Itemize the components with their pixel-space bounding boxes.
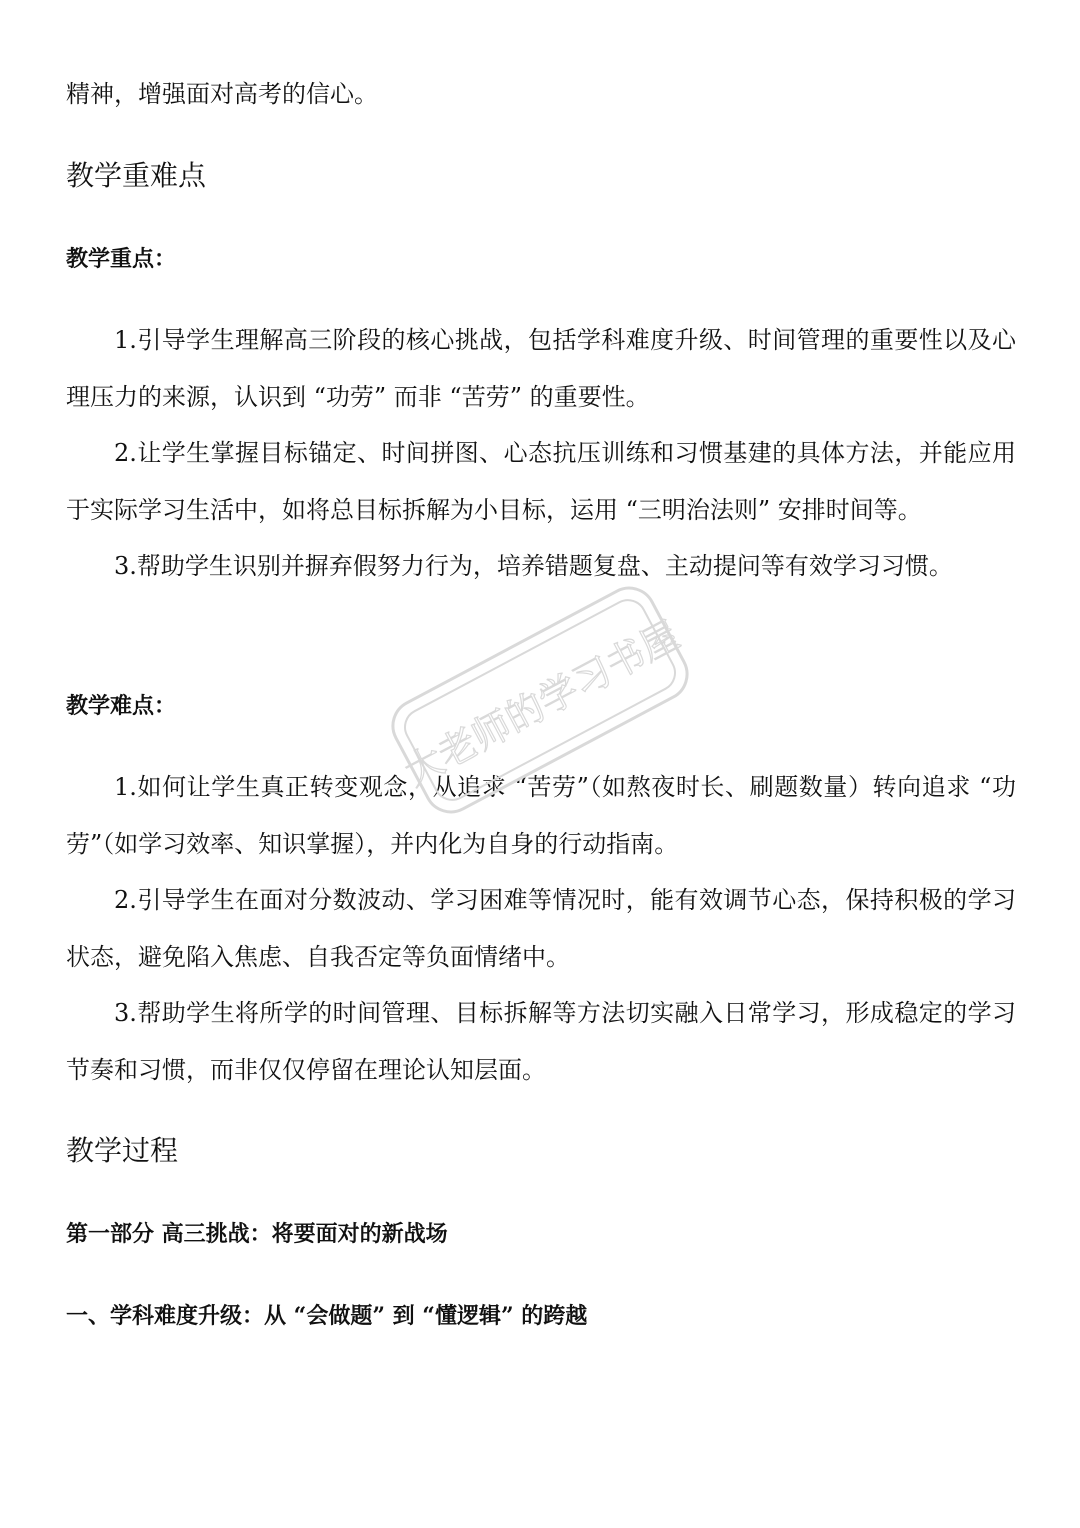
- key-point-item: 2.让学生掌握目标锚定、时间拼图、心态抗压训练和习惯基建的具体方法，并能应用于实际学习生活中，如将总目标拆解为小目标，运用 “三明治法则” 安排时间等。: [66, 439, 1016, 524]
- hard-point-item: 3.帮助学生将所学的时间管理、目标拆解等方法切实融入日常学习，形成稳定的学习节奏和习惯，而非仅仅停留在理论认知层面。: [66, 999, 1016, 1084]
- intro-line: 精神，增强面对高考的信心。: [66, 80, 378, 108]
- hard-points-list: [66, 759, 1016, 1098]
- part1-heading: 第一部分 高三挑战：将要面对的新战场: [66, 1221, 448, 1247]
- key-point-item: 1.引导学生理解高三阶段的核心挑战，包括学科难度升级、时间管理的重要性以及心理压力的来源，认识到 “功劳” 而非 “苦劳” 的重要性。: [66, 326, 1016, 411]
- section-title-difficulty: 教学重难点: [66, 159, 207, 192]
- hard-point-item: 1.如何让学生真正转变观念，从追求 “苦劳”（如熬夜时长、刷题数量）转向追求 “功劳”（如学习效率、知识掌握），并内化为自身的行动指南。: [66, 773, 1016, 858]
- watermark-text: 大老师的学习书屋: [397, 612, 687, 795]
- key-points-heading: 教学重点：: [66, 246, 177, 272]
- subsection1-heading: 一、学科难度升级：从 “会做题” 到 “懂逻辑” 的跨越: [66, 1303, 588, 1329]
- section-title-process: 教学过程: [66, 1134, 179, 1167]
- hard-points-heading: 教学难点：: [66, 693, 177, 719]
- key-point-item: 3.帮助学生识别并摒弃假努力行为，培养错题复盘、主动提问等有效学习习惯。: [114, 552, 953, 580]
- hard-point-item: 2.引导学生在面对分数波动、学习困难等情况时，能有效调节心态，保持积极的学习状态，避免陷入焦虑、自我否定等负面情绪中。: [66, 886, 1016, 971]
- key-points-list: [66, 312, 1016, 595]
